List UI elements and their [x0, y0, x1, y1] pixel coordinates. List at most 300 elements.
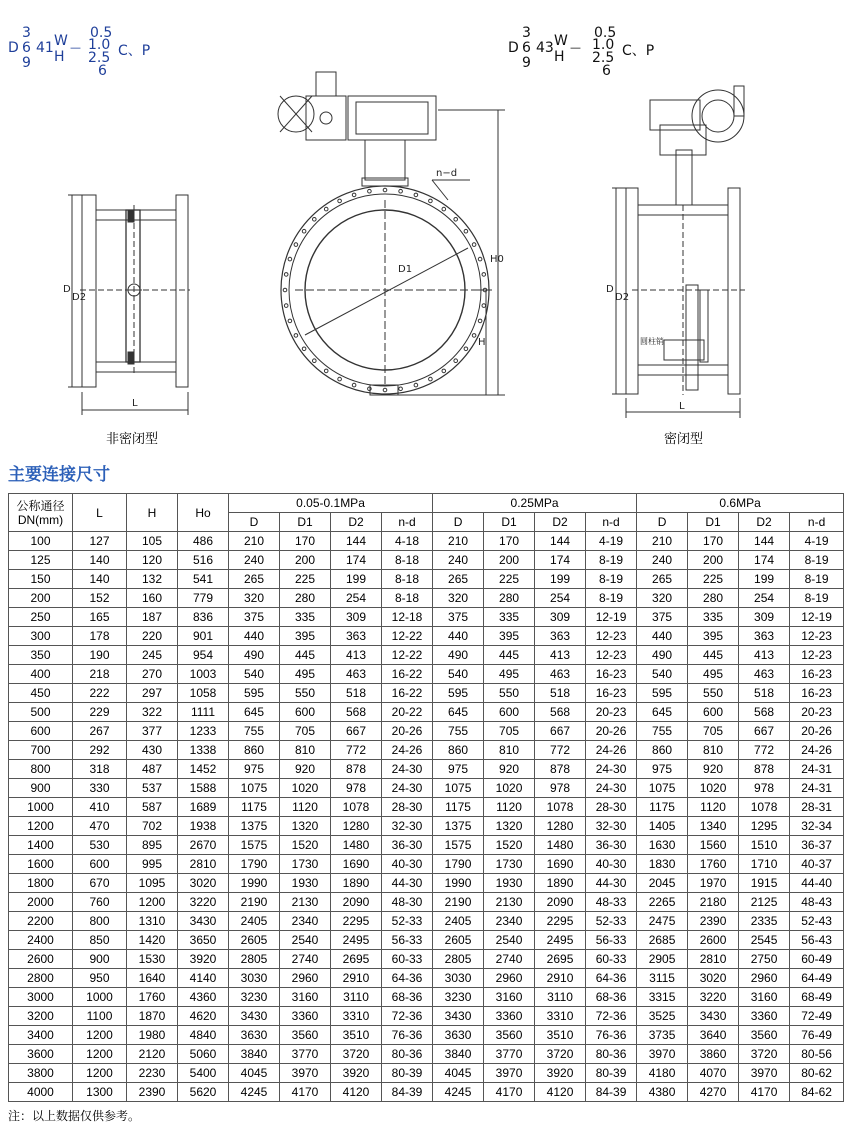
table-cell: 2120: [127, 1045, 178, 1064]
table-cell: 3110: [535, 988, 586, 1007]
dimension-table: [8, 493, 844, 1102]
table-cell: 1120: [688, 798, 739, 817]
bolt-hole: [352, 383, 356, 387]
table-cell: 3000: [9, 988, 73, 1007]
table-cell: 5060: [178, 1045, 229, 1064]
table-cell: 470: [73, 817, 127, 836]
table-cell: 2295: [535, 912, 586, 931]
table-cell: 72-36: [586, 1007, 637, 1026]
table-cell: 1560: [688, 836, 739, 855]
table-row: [9, 931, 844, 950]
table-row: [9, 741, 844, 760]
table-cell: 487: [127, 760, 178, 779]
table-cell: 1075: [229, 779, 280, 798]
table-cell: 2130: [484, 893, 535, 912]
model-pressure-3: 2.5: [88, 50, 111, 66]
table-cell: 2960: [280, 969, 331, 988]
table-cell: 200: [688, 551, 739, 570]
model-pressure-3: 2.5: [592, 50, 615, 66]
table-cell: 8-18: [382, 551, 433, 570]
bolt-hole: [352, 193, 356, 197]
table-cell: 265: [637, 570, 688, 589]
table-row: [9, 1083, 844, 1102]
table-row: [9, 532, 844, 551]
table-cell: 4170: [280, 1083, 331, 1102]
table-cell: 3315: [637, 988, 688, 1007]
table-cell: 32-34: [790, 817, 844, 836]
model-dash: —: [570, 41, 581, 54]
table-cell: 779: [178, 589, 229, 608]
table-cell: 810: [484, 741, 535, 760]
table-cell: 413: [739, 646, 790, 665]
table-row: [9, 684, 844, 703]
model-pressure-2: 1.0: [88, 37, 111, 53]
table-cell: 568: [535, 703, 586, 722]
table-cell: 363: [535, 627, 586, 646]
table-cell: 1320: [280, 817, 331, 836]
table-cell: 810: [280, 741, 331, 760]
bolt-hole: [478, 319, 482, 323]
table-cell: 1690: [535, 855, 586, 874]
table-cell: 2340: [280, 912, 331, 931]
model-top-digit: 3: [22, 25, 31, 41]
table-cell: 24-26: [586, 741, 637, 760]
table-cell: 530: [73, 836, 127, 855]
table-cell: 140: [73, 551, 127, 570]
model-w: W: [554, 33, 568, 49]
right-section-view: [612, 86, 745, 418]
table-cell: 4620: [178, 1007, 229, 1026]
table-cell: 1078: [331, 798, 382, 817]
table-cell: 200: [280, 551, 331, 570]
table-cell: 440: [637, 627, 688, 646]
table-cell: 174: [739, 551, 790, 570]
table-cell: 24-30: [382, 760, 433, 779]
table-cell: 335: [688, 608, 739, 627]
bolt-hole: [482, 304, 486, 308]
table-row: [9, 646, 844, 665]
model-bottom-digit: 9: [22, 55, 31, 71]
table-cell: 254: [535, 589, 586, 608]
table-cell: 1970: [688, 874, 739, 893]
subheader-cell: D: [637, 513, 688, 532]
table-cell: 395: [484, 627, 535, 646]
table-cell: 76-49: [790, 1026, 844, 1045]
table-cell: 2905: [637, 950, 688, 969]
table-cell: 920: [280, 760, 331, 779]
table-cell: 64-49: [790, 969, 844, 988]
table-cell: 12-19: [790, 608, 844, 627]
table-cell: 1120: [484, 798, 535, 817]
table-cell: 486: [178, 532, 229, 551]
bolt-hole: [368, 387, 372, 391]
table-cell: 322: [127, 703, 178, 722]
table-cell: 3720: [535, 1045, 586, 1064]
table-cell: 495: [688, 665, 739, 684]
table-row: [9, 760, 844, 779]
table-cell: 280: [688, 589, 739, 608]
table-cell: 20-26: [790, 722, 844, 741]
table-cell: 3840: [229, 1045, 280, 1064]
subheader-cell: D: [433, 513, 484, 532]
table-cell: 4045: [229, 1064, 280, 1083]
table-cell: 16-23: [790, 684, 844, 703]
table-cell: 760: [73, 893, 127, 912]
table-cell: 350: [9, 646, 73, 665]
table-cell: 540: [229, 665, 280, 684]
table-row: [9, 874, 844, 893]
table-cell: 1790: [433, 855, 484, 874]
table-cell: 44-30: [586, 874, 637, 893]
table-cell: 3560: [484, 1026, 535, 1045]
table-cell: 975: [433, 760, 484, 779]
table-row: [9, 1026, 844, 1045]
table-cell: 600: [73, 855, 127, 874]
table-cell: 1452: [178, 760, 229, 779]
bolt-hole: [442, 369, 446, 373]
table-cell: 1510: [739, 836, 790, 855]
model-prefix: D: [508, 40, 519, 56]
table-cell: 8-19: [586, 589, 637, 608]
table-cell: 199: [739, 570, 790, 589]
table-row: [9, 1007, 844, 1026]
label-left-L: L: [132, 398, 138, 409]
table-cell: 8-19: [790, 551, 844, 570]
table-cell: 76-36: [586, 1026, 637, 1045]
table-cell: 3770: [484, 1045, 535, 1064]
table-body: [9, 532, 844, 1102]
table-cell: 68-36: [586, 988, 637, 1007]
table-row: [9, 551, 844, 570]
table-cell: 200: [484, 551, 535, 570]
bolt-hole: [294, 243, 298, 247]
table-cell: 1078: [535, 798, 586, 817]
table-cell: 2180: [688, 893, 739, 912]
table-cell: 12-22: [382, 627, 433, 646]
table-cell: 1690: [331, 855, 382, 874]
table-cell: 1375: [229, 817, 280, 836]
table-cell: 670: [73, 874, 127, 893]
table-cell: 174: [331, 551, 382, 570]
table-cell: 320: [433, 589, 484, 608]
table-cell: 72-49: [790, 1007, 844, 1026]
table-cell: 595: [433, 684, 484, 703]
table-cell: 2750: [739, 950, 790, 969]
table-cell: 8-19: [790, 570, 844, 589]
table-cell: 8-19: [586, 551, 637, 570]
table-cell: 52-33: [382, 912, 433, 931]
label-front-nd: n−d: [436, 168, 458, 179]
table-cell: 1175: [637, 798, 688, 817]
table-cell: 267: [73, 722, 127, 741]
header-group-2: 0.25MPa: [433, 494, 637, 513]
table-cell: 540: [433, 665, 484, 684]
table-cell: 254: [739, 589, 790, 608]
header-group-1: 0.05-0.1MPa: [229, 494, 433, 513]
table-cell: 240: [637, 551, 688, 570]
table-cell: 1760: [688, 855, 739, 874]
table-cell: 199: [535, 570, 586, 589]
table-cell: 1760: [127, 988, 178, 1007]
table-cell: 1890: [331, 874, 382, 893]
table-cell: 2805: [229, 950, 280, 969]
table-cell: 12-22: [382, 646, 433, 665]
table-cell: 901: [178, 627, 229, 646]
table-cell: 3630: [229, 1026, 280, 1045]
subheader-cell: n-d: [586, 513, 637, 532]
table-cell: 3230: [433, 988, 484, 1007]
model-dash: —: [70, 41, 81, 54]
bolt-hole: [368, 189, 372, 193]
bolt-hole: [288, 257, 292, 261]
table-cell: 12-23: [790, 646, 844, 665]
table-cell: 705: [688, 722, 739, 741]
bolt-hole: [472, 243, 476, 247]
table-cell: 3400: [9, 1026, 73, 1045]
table-cell: 3020: [178, 874, 229, 893]
bolt-hole: [414, 193, 418, 197]
table-row: [9, 836, 844, 855]
table-cell: 254: [331, 589, 382, 608]
table-cell: 84-39: [382, 1083, 433, 1102]
table-cell: 1575: [433, 836, 484, 855]
table-cell: 320: [229, 589, 280, 608]
table-cell: 1020: [280, 779, 331, 798]
table-cell: 3230: [229, 988, 280, 1007]
subheader-cell: D2: [331, 513, 382, 532]
table-cell: 772: [535, 741, 586, 760]
bolt-hole: [454, 359, 458, 363]
table-cell: 2045: [637, 874, 688, 893]
table-cell: 3640: [688, 1026, 739, 1045]
table-cell: 52-43: [790, 912, 844, 931]
table-cell: 72-36: [382, 1007, 433, 1026]
table-cell: 318: [73, 760, 127, 779]
table-cell: 1295: [739, 817, 790, 836]
table-cell: 463: [535, 665, 586, 684]
table-cell: 2335: [739, 912, 790, 931]
table-cell: 3970: [637, 1045, 688, 1064]
table-cell: 297: [127, 684, 178, 703]
footnote: 注：以上数据仅供参考。: [8, 1109, 141, 1123]
table-cell: 300: [9, 627, 73, 646]
table-cell: 3430: [433, 1007, 484, 1026]
table-cell: 60-33: [586, 950, 637, 969]
table-cell: 250: [9, 608, 73, 627]
table-cell: 550: [484, 684, 535, 703]
table-row: [9, 589, 844, 608]
table-cell: 1310: [127, 912, 178, 931]
table-cell: 28-30: [382, 798, 433, 817]
table-cell: 292: [73, 741, 127, 760]
table-cell: 755: [229, 722, 280, 741]
table-cell: 24-30: [382, 779, 433, 798]
table-cell: 280: [280, 589, 331, 608]
table-cell: 8-19: [790, 589, 844, 608]
table-cell: 667: [739, 722, 790, 741]
table-cell: 550: [688, 684, 739, 703]
table-cell: 1075: [637, 779, 688, 798]
table-cell: 44-40: [790, 874, 844, 893]
table-cell: 1120: [280, 798, 331, 817]
table-cell: 900: [73, 950, 127, 969]
table-cell: 1280: [535, 817, 586, 836]
table-cell: 165: [73, 608, 127, 627]
bolt-hole: [338, 199, 342, 203]
table-cell: 1480: [535, 836, 586, 855]
table-cell: 330: [73, 779, 127, 798]
table-cell: 80-36: [586, 1045, 637, 1064]
table-cell: 4000: [9, 1083, 73, 1102]
table-cell: 375: [433, 608, 484, 627]
table-cell: 2910: [535, 969, 586, 988]
table-cell: 4380: [637, 1083, 688, 1102]
label-left-D2: D2: [72, 292, 87, 303]
table-cell: 4070: [688, 1064, 739, 1083]
table-cell: 3030: [229, 969, 280, 988]
table-cell: 1730: [484, 855, 535, 874]
table-cell: 190: [73, 646, 127, 665]
table-cell: 2130: [280, 893, 331, 912]
table-cell: 463: [739, 665, 790, 684]
table-cell: 1630: [637, 836, 688, 855]
table-cell: 702: [127, 817, 178, 836]
table-cell: 4045: [433, 1064, 484, 1083]
bolt-hole: [429, 377, 433, 381]
table-cell: 772: [331, 741, 382, 760]
table-cell: 2200: [9, 912, 73, 931]
table-cell: 3800: [9, 1064, 73, 1083]
table-cell: 2960: [484, 969, 535, 988]
table-cell: 2605: [433, 931, 484, 950]
table-cell: 490: [637, 646, 688, 665]
table-cell: 3430: [229, 1007, 280, 1026]
table-cell: 1400: [9, 836, 73, 855]
caption-right: 密闭型: [664, 432, 704, 447]
bolt-hole: [464, 229, 468, 233]
table-cell: 860: [433, 741, 484, 760]
table-cell: 920: [688, 760, 739, 779]
model-h: H: [54, 49, 65, 65]
table-cell: 2090: [331, 893, 382, 912]
table-cell: 850: [73, 931, 127, 950]
table-cell: 1200: [73, 1045, 127, 1064]
table-cell: 595: [637, 684, 688, 703]
table-row: [9, 1064, 844, 1083]
table-cell: 2800: [9, 969, 73, 988]
table-cell: 2090: [535, 893, 586, 912]
table-cell: 3630: [433, 1026, 484, 1045]
table-cell: 2190: [433, 893, 484, 912]
table-cell: 105: [127, 532, 178, 551]
table-cell: 2605: [229, 931, 280, 950]
table-cell: 12-18: [382, 608, 433, 627]
table-cell: 32-30: [382, 817, 433, 836]
table-cell: 1111: [178, 703, 229, 722]
table-cell: 240: [229, 551, 280, 570]
table-cell: 20-23: [790, 703, 844, 722]
table-cell: 3600: [9, 1045, 73, 1064]
table-cell: 12-19: [586, 608, 637, 627]
table-cell: 80-62: [790, 1064, 844, 1083]
table-cell: 127: [73, 532, 127, 551]
model-series: 43: [536, 40, 554, 56]
table-cell: 1420: [127, 931, 178, 950]
table-cell: 645: [229, 703, 280, 722]
table-cell: 4-18: [382, 532, 433, 551]
table-cell: 210: [433, 532, 484, 551]
table-cell: 463: [331, 665, 382, 684]
table-cell: 518: [331, 684, 382, 703]
table-cell: 60-33: [382, 950, 433, 969]
table-cell: 3560: [739, 1026, 790, 1045]
table-cell: 3920: [178, 950, 229, 969]
table-cell: 2960: [739, 969, 790, 988]
table-cell: 2810: [688, 950, 739, 969]
front-view: [278, 72, 505, 395]
table-cell: 2230: [127, 1064, 178, 1083]
table-cell: 2910: [331, 969, 382, 988]
table-cell: 978: [739, 779, 790, 798]
table-cell: 4270: [688, 1083, 739, 1102]
table-cell: 3920: [331, 1064, 382, 1083]
table-cell: 2400: [9, 931, 73, 950]
table-cell: 3020: [688, 969, 739, 988]
table-cell: 878: [535, 760, 586, 779]
header-Ho: Ho: [178, 494, 229, 532]
table-cell: 2405: [433, 912, 484, 931]
table-row: [9, 608, 844, 627]
model-series: 41: [36, 40, 54, 56]
table-cell: 2685: [637, 931, 688, 950]
table-cell: 24-30: [586, 779, 637, 798]
subheader-cell: n-d: [790, 513, 844, 532]
table-cell: 413: [535, 646, 586, 665]
table-cell: 516: [178, 551, 229, 570]
table-row: [9, 665, 844, 684]
table-cell: 1790: [229, 855, 280, 874]
header-L: L: [73, 494, 127, 532]
model-bottom-digit: 9: [522, 55, 531, 71]
table-cell: 16-23: [790, 665, 844, 684]
table-cell: 1200: [73, 1064, 127, 1083]
table-cell: 5400: [178, 1064, 229, 1083]
bolt-hole: [454, 218, 458, 222]
table-cell: 3200: [9, 1007, 73, 1026]
table-cell: 895: [127, 836, 178, 855]
table-row: [9, 988, 844, 1007]
subheader-cell: n-d: [382, 513, 433, 532]
table-cell: 3310: [535, 1007, 586, 1026]
table-cell: 28-31: [790, 798, 844, 817]
table-cell: 878: [739, 760, 790, 779]
table-cell: 3115: [637, 969, 688, 988]
table-cell: 1233: [178, 722, 229, 741]
table-cell: 541: [178, 570, 229, 589]
table-cell: 3160: [280, 988, 331, 1007]
table-cell: 1200: [73, 1026, 127, 1045]
table-cell: 3430: [688, 1007, 739, 1026]
table-row: [9, 703, 844, 722]
table-cell: 975: [637, 760, 688, 779]
table-cell: 32-30: [586, 817, 637, 836]
left-section-view: [68, 195, 190, 415]
table-cell: 1100: [73, 1007, 127, 1026]
table-cell: 1800: [9, 874, 73, 893]
table-cell: 3110: [331, 988, 382, 1007]
table-cell: 4170: [739, 1083, 790, 1102]
table-cell: 4245: [433, 1083, 484, 1102]
